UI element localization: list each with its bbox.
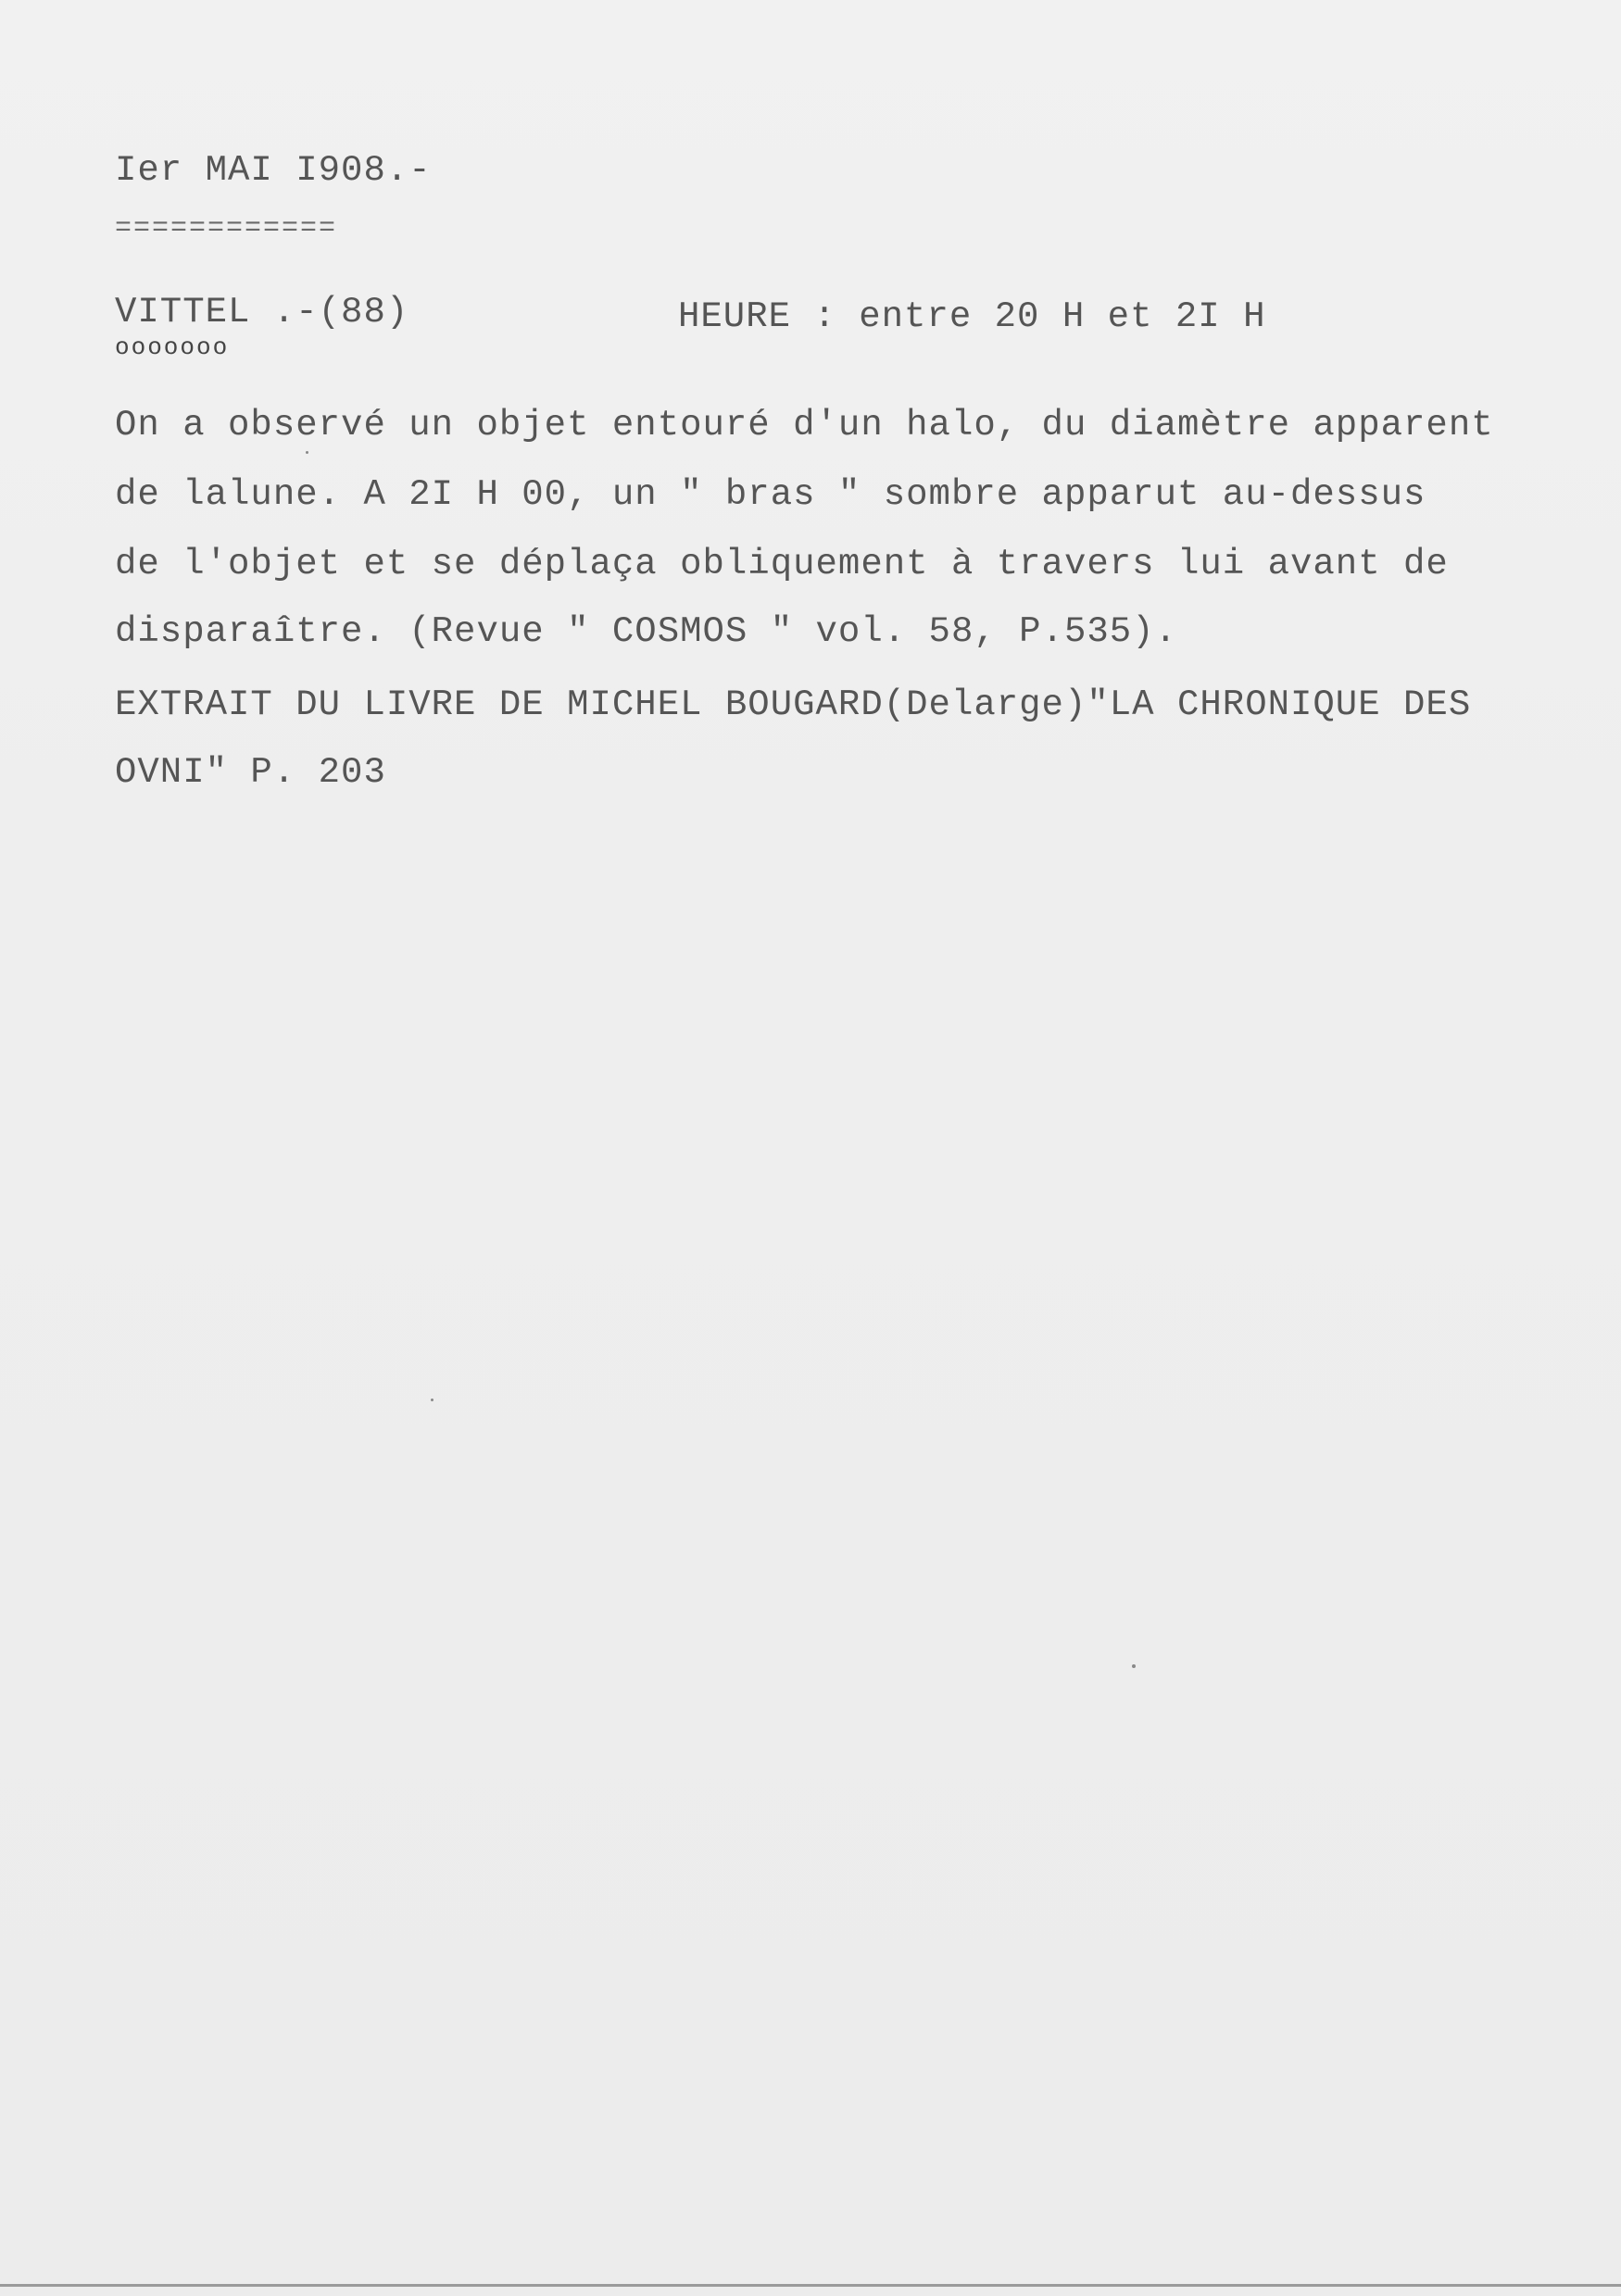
report-time: HEURE : entre 20 H et 2I H — [678, 296, 1266, 337]
source-line: OVNI" P. 203 — [115, 752, 386, 793]
body-line: disparaître. (Revue " COSMOS " vol. 58, P.535). — [115, 611, 1177, 652]
body-line: On a observé un objet entouré d'un halo, du diamètre apparent — [115, 405, 1494, 445]
source-line: EXTRAIT DU LIVRE DE MICHEL BOUGARD(Delarge)"LA CHRONIQUE DES — [115, 684, 1472, 725]
paper-speck — [431, 1399, 434, 1401]
body-line: de l'objet et se déplaça obliquement à travers lui avant de — [115, 544, 1449, 584]
report-place: VITTEL .-(88) — [115, 292, 409, 332]
date-underline: ============ — [115, 213, 338, 245]
page-bottom-edge — [0, 2284, 1621, 2287]
report-date: Ier MAI I908.- — [115, 150, 432, 191]
paper-speck — [306, 451, 308, 454]
place-underline: ooooooo — [115, 333, 230, 361]
paper-speck — [1132, 1664, 1136, 1668]
body-line: de lalune. A 2I H 00, un " bras " sombre apparut au-dessus — [115, 474, 1426, 515]
